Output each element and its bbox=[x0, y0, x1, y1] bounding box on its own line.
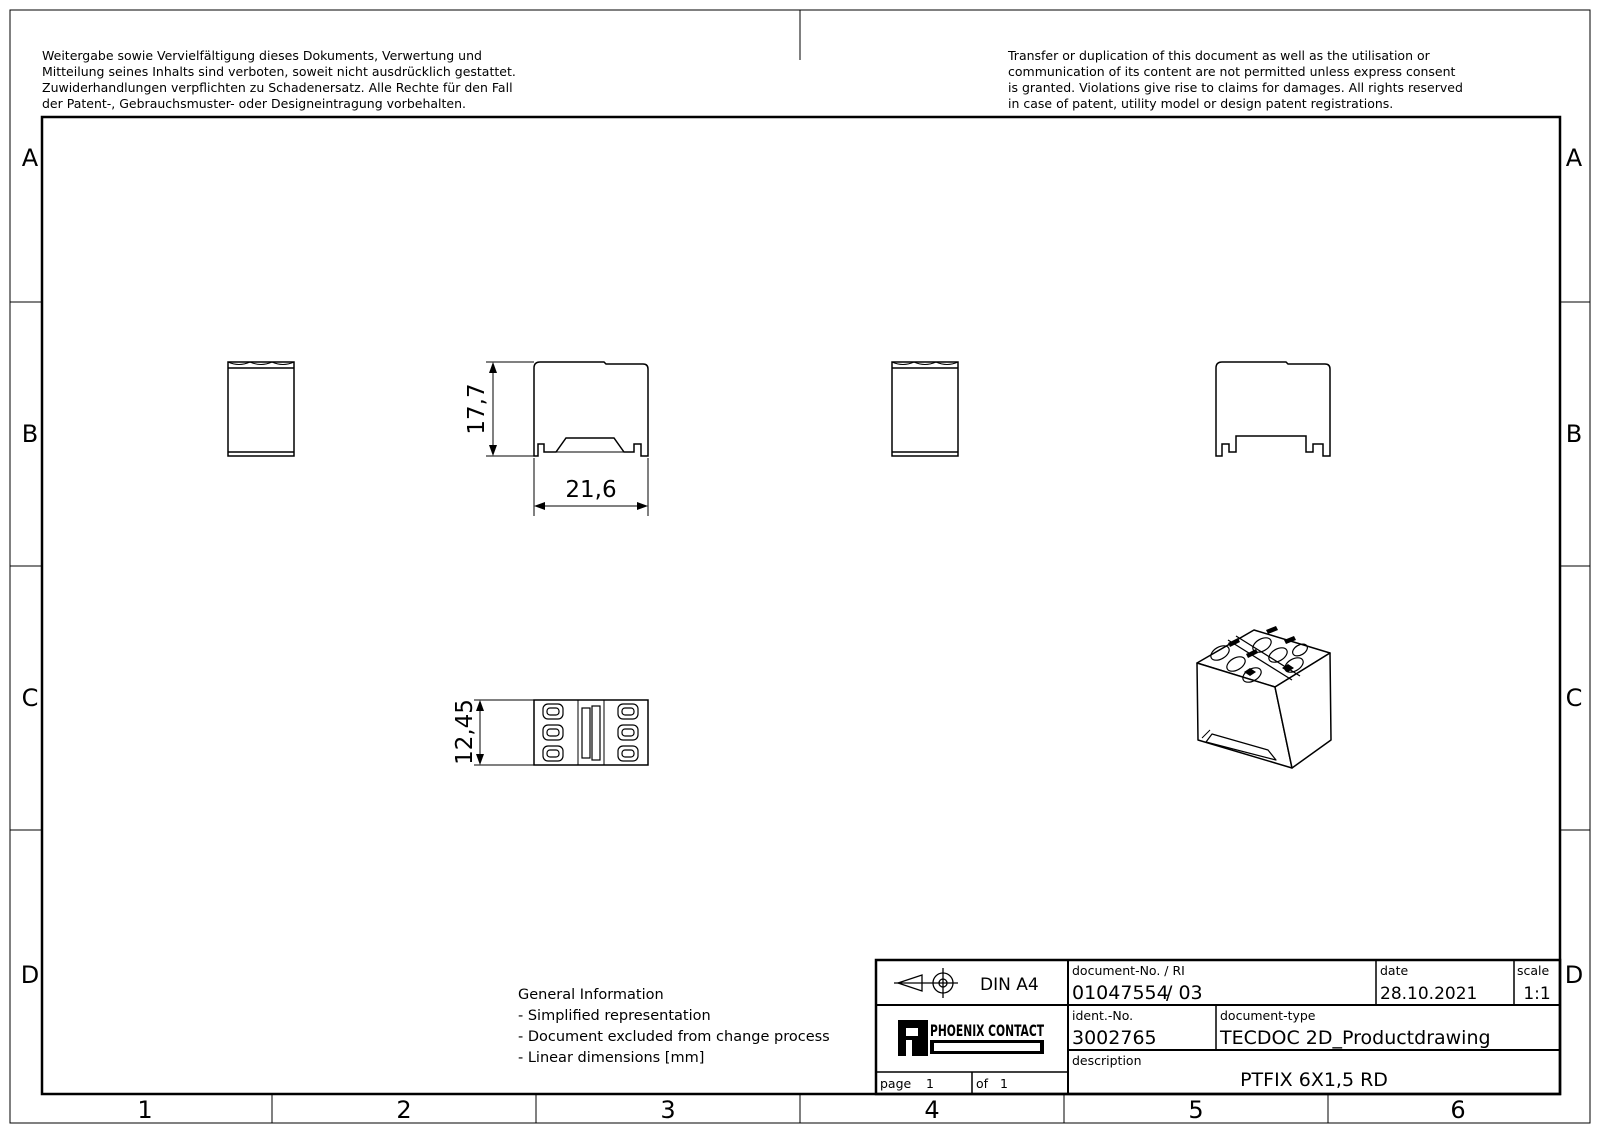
page-total: 1 bbox=[1000, 1076, 1008, 1091]
document-type-label: document-type bbox=[1220, 1008, 1316, 1023]
general-information-item: - Simplified representation bbox=[518, 1008, 711, 1024]
svg-text:communication of its content a: communication of its content are not permitted unless express consent bbox=[1008, 64, 1456, 79]
document-revision: / 03 bbox=[1166, 982, 1203, 1004]
zone-label-col-3: 3 bbox=[660, 1096, 676, 1124]
svg-text:Weitergabe sowie Vervielfältig: Weitergabe sowie Vervielfältigung dieses Dokuments, Verwertung und bbox=[42, 48, 482, 63]
front-view bbox=[534, 362, 648, 456]
zone-label-row-c-right: C bbox=[1565, 684, 1583, 712]
outer-border bbox=[10, 10, 1590, 1123]
svg-text:in case of patent, utility mod: in case of patent, utility model or design patent registrations. bbox=[1008, 96, 1394, 111]
dimension-height bbox=[464, 362, 534, 456]
page-number: 1 bbox=[926, 1076, 934, 1091]
svg-text:is granted. Violations give ri: is granted. Violations give rise to claims for damages. All rights reserved bbox=[1008, 80, 1463, 95]
rear-view bbox=[1216, 362, 1330, 456]
zone-label-row-d-right: D bbox=[1564, 961, 1584, 989]
svg-text:Transfer or duplication of thi: Transfer or duplication of this document as well as the utilisation or bbox=[1008, 48, 1430, 63]
side-view-right bbox=[892, 362, 958, 456]
of-label: of bbox=[976, 1076, 989, 1091]
document-date: 28.10.2021 bbox=[1380, 984, 1478, 1004]
zone-label-row-c-left: C bbox=[21, 684, 39, 712]
zone-label-col-1: 1 bbox=[137, 1096, 153, 1124]
side-view-left bbox=[228, 362, 294, 456]
scale-label: scale bbox=[1517, 963, 1550, 978]
zone-label-row-b-right: B bbox=[1565, 420, 1583, 448]
title-block bbox=[876, 960, 1560, 1094]
svg-text:der Patent-, Gebrauchsmuster-: der Patent-, Gebrauchsmuster- oder Designeintragung vorbehalten. bbox=[42, 96, 466, 111]
zone-label-row-d-left: D bbox=[20, 961, 40, 989]
dimension-depth-label: 12,45 bbox=[452, 699, 478, 765]
general-information-item: - Document excluded from change process bbox=[518, 1029, 830, 1045]
drawing-frame bbox=[42, 117, 1560, 1094]
zone-label-row-a-left: A bbox=[21, 144, 39, 172]
projection-symbol-icon bbox=[894, 968, 958, 998]
general-information-item: - Linear dimensions [mm] bbox=[518, 1050, 705, 1066]
zone-label-row-b-left: B bbox=[21, 420, 39, 448]
description: PTFIX 6X1,5 RD bbox=[1240, 1069, 1388, 1091]
zone-label-col-5: 5 bbox=[1188, 1096, 1204, 1124]
svg-text:PHOENIX CONTACT: PHOENIX CONTACT bbox=[930, 1021, 1045, 1040]
legal-notice-english bbox=[1007, 48, 1463, 111]
general-information-title: General Information bbox=[518, 987, 664, 1003]
legal-notice-german bbox=[42, 48, 516, 111]
scale-value: 1:1 bbox=[1523, 984, 1551, 1004]
isometric-view bbox=[1197, 626, 1331, 768]
zone-row-dividers bbox=[10, 302, 1590, 830]
ident-number: 3002765 bbox=[1072, 1027, 1157, 1049]
zone-label-col-4: 4 bbox=[924, 1096, 940, 1124]
zone-label-row-a-right: A bbox=[1565, 144, 1583, 172]
dimension-depth bbox=[452, 699, 534, 765]
svg-text:Mitteilung seines Inhalts sind: Mitteilung seines Inhalts sind verboten, soweit nicht ausdrücklich gestattet. bbox=[42, 64, 516, 79]
dimension-height-label: 17,7 bbox=[464, 383, 490, 435]
top-view bbox=[534, 700, 648, 765]
ident-label: ident.-No. bbox=[1072, 1008, 1134, 1023]
paper-format: DIN A4 bbox=[980, 975, 1039, 995]
dimension-width bbox=[534, 458, 648, 516]
zone-label-col-2: 2 bbox=[396, 1096, 412, 1124]
dimension-width-label: 21,6 bbox=[565, 477, 617, 503]
document-no-label: document-No. / RI bbox=[1072, 963, 1185, 978]
general-information bbox=[518, 987, 830, 1066]
zone-column-dividers bbox=[272, 1094, 1328, 1123]
phoenix-contact-logo bbox=[898, 1020, 1044, 1056]
description-label: description bbox=[1072, 1053, 1142, 1068]
page-label: page bbox=[880, 1076, 912, 1091]
date-label: date bbox=[1380, 963, 1409, 978]
svg-text:Zuwiderhandlungen verpflichten: Zuwiderhandlungen verpflichten zu Schadenersatz. Alle Rechte für den Fall bbox=[42, 80, 513, 95]
document-no: 01047554 bbox=[1072, 982, 1169, 1004]
zone-label-col-6: 6 bbox=[1450, 1096, 1466, 1124]
document-type: TECDOC 2D_Productdrawing bbox=[1220, 1027, 1491, 1049]
